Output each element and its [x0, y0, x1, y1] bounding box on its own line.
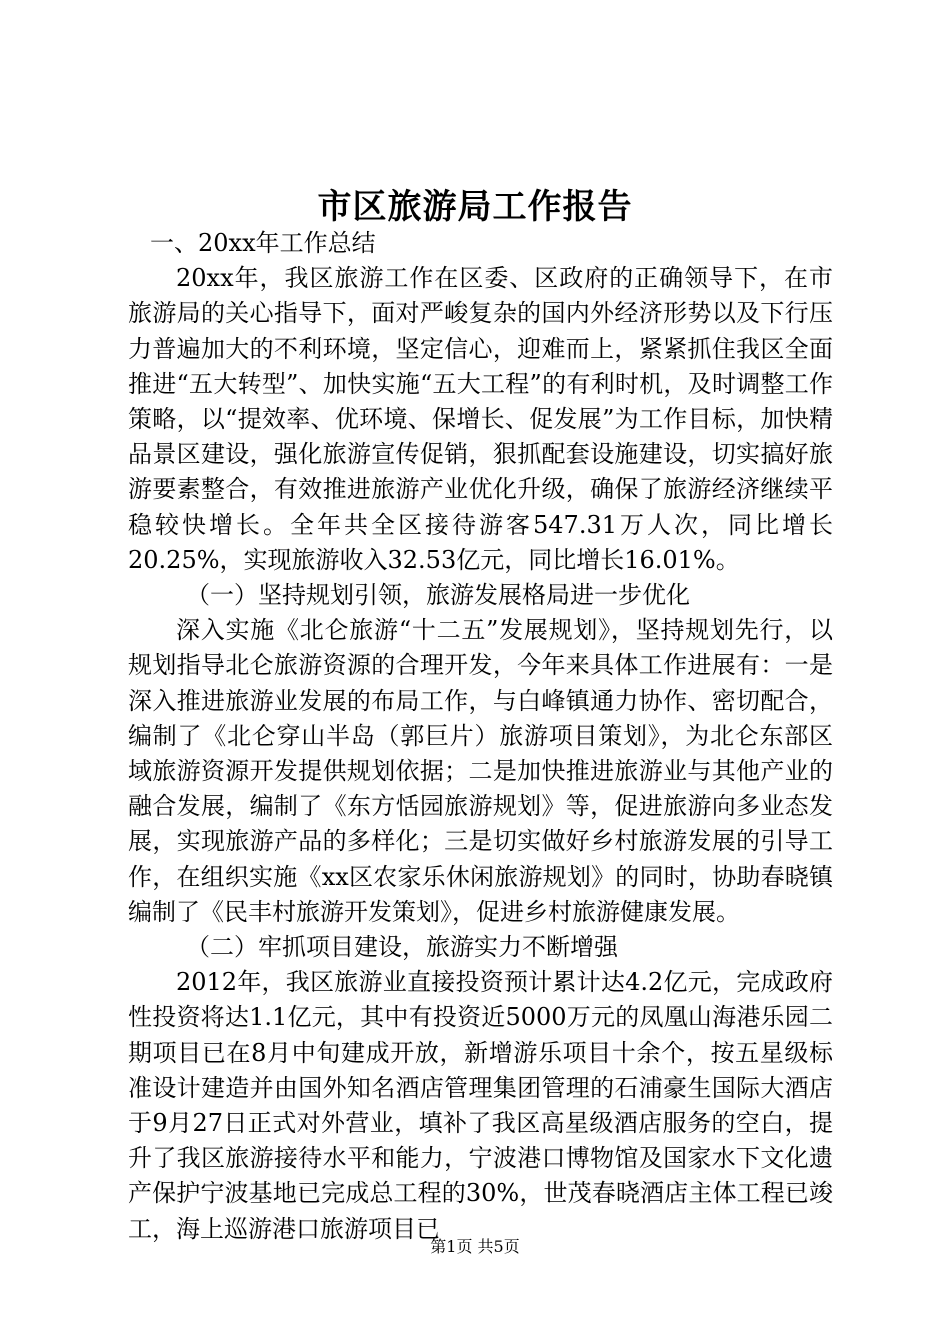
section-heading: 一、20xx年工作总结 — [150, 229, 376, 257]
document-body — [128, 226, 833, 1247]
subsection-heading: （二）牢抓项目建设，旅游实力不断增强 — [186, 933, 618, 962]
page-footer: 第1页 共5页 — [430, 1237, 520, 1256]
body-paragraph: 深入实施《北仑旅游“十二五”发展规划》，坚持规划先行，以规划指导北仑旅游资源的合理开发，今年来具体工作进展有：一是深入推进旅游业发展的布局工作，与白峰镇通力协作、密切配合，编制了《北仑穿山半岛（郭巨片）旅游项目策划》，为北仑东部区域旅游资源开发提供规划依据；二是加快推进旅游业与其他产业的融合发展，编制了《东方恬园旅游规划》等，促进旅游向多业态发展，实现旅游产品的多样化；三是切实做好乡村旅游发展的引导工作，在组织实施《xx区农家乐休闲旅游规划》的同时，协助春晓镇编制了《民丰村旅游开发策划》，促进乡村旅游健康发展。 — [128, 616, 833, 926]
document-title: 市区旅游局工作报告 — [317, 187, 633, 227]
body-paragraph: 20xx年，我区旅游工作在区委、区政府的正确领导下，在市旅游局的关心指导下，面对严峻复杂的国内外经济形势以及下行压力普遍加大的不利环境，坚定信心，迎难而上，紧紧抓住我区全面推进“五大转型”、加快实施“五大工程”的有利时机，及时调整工作策略，以“提效率、优环境、保增长、促发展”为工作目标，加快精品景区建设，强化旅游宣传促销，狠抓配套设施建设，切实搞好旅游要素整合，有效推进旅游产业优化升级，确保了旅游经济继续平稳较快增长。全年共全区接待游客547.31万人次，同比增长20.25%，实现旅游收入32.53亿元，同比增长16.01%。 — [128, 264, 833, 574]
subsection-heading: （一）坚持规划引领，旅游发展格局进一步优化 — [186, 581, 690, 610]
body-paragraph: 2012年，我区旅游业直接投资预计累计达4.2亿元，完成政府性投资将达1.1亿元，其中有投资近5000万元的凤凰山海港乐园二期项目已在8月中旬建成开放，新增游乐项目十余个，按五星级标准设计建造并由国外知名酒店管理集团管理的石浦豪生国际大酒店于9月27日正式对外营业，填补了我区高星级酒店服务的空白，提升了我区旅游接待水平和能力，宁波港口博物馆及国家水下文化遗产保护宁波基地已完成总工程的30%，世茂春晓酒店主体工程已竣工，海上巡游港口旅游项目已 — [128, 968, 833, 1243]
